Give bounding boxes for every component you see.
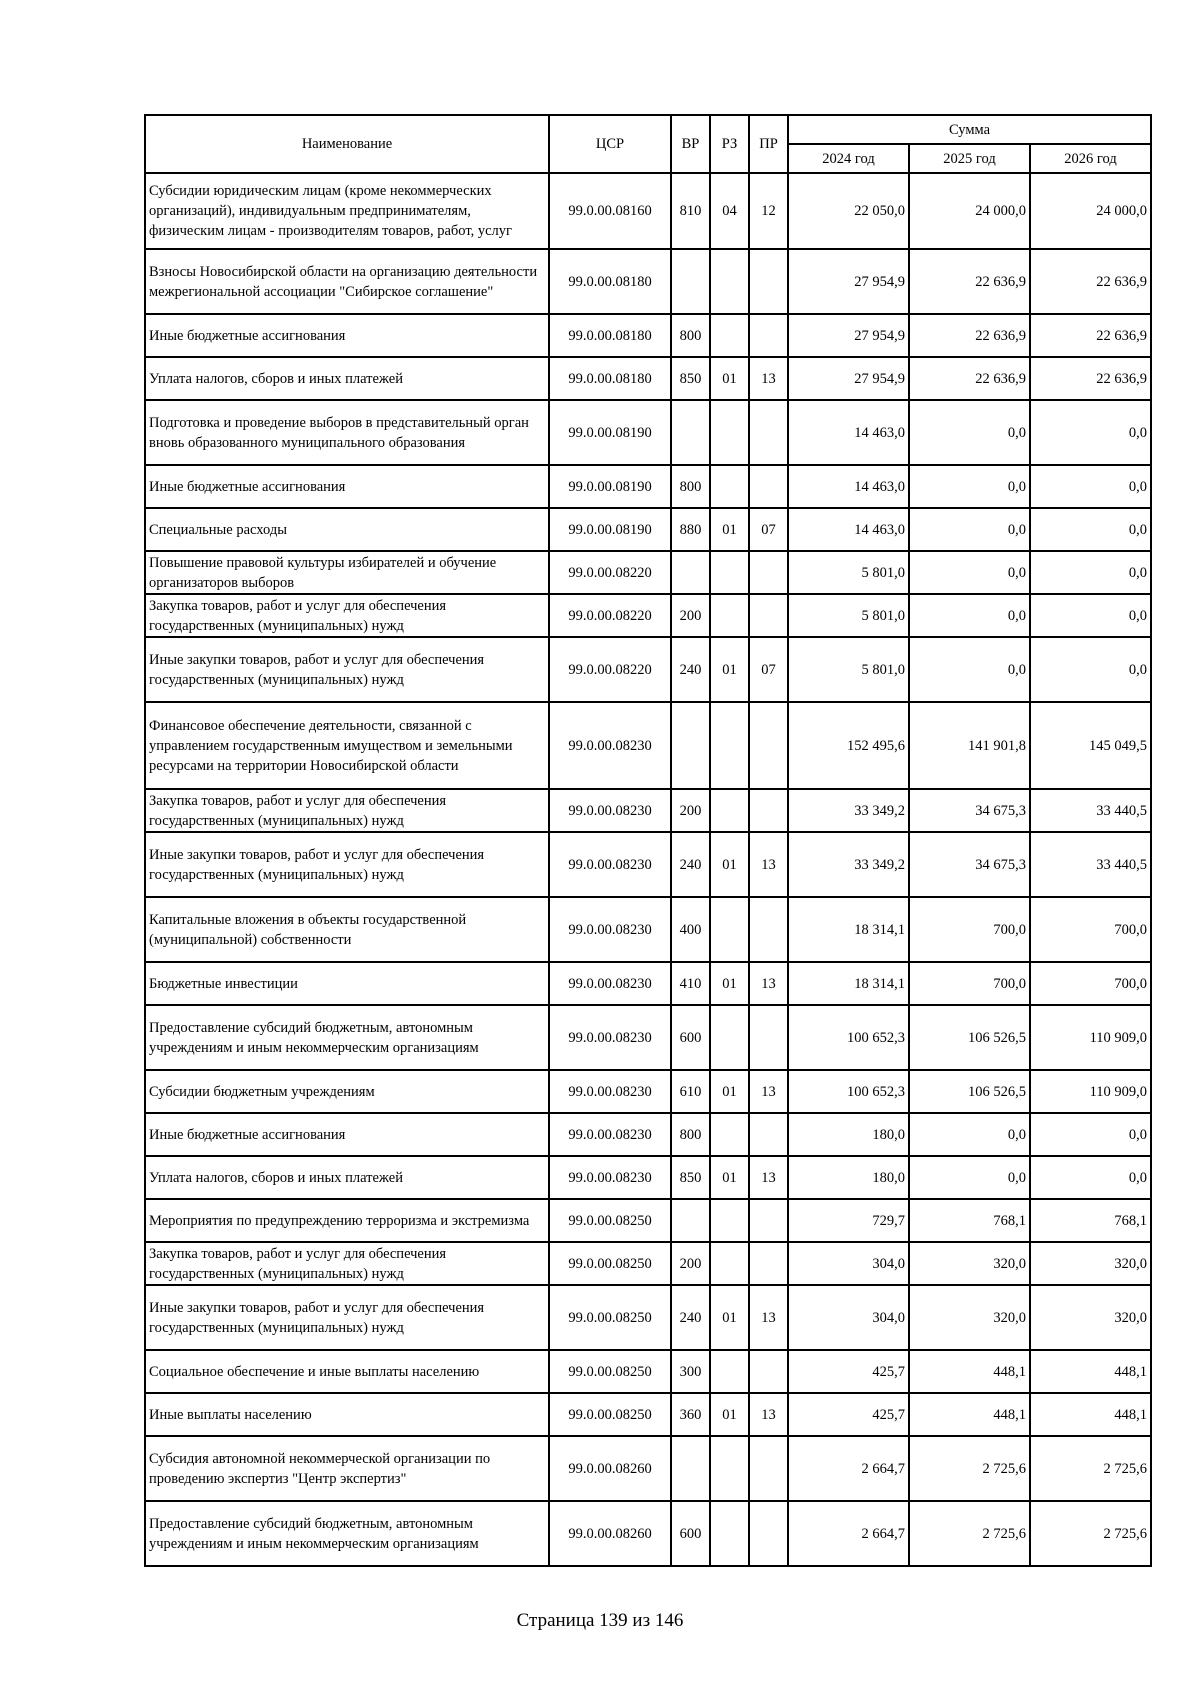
table-row: [145, 173, 1151, 249]
cell-rz: 01: [710, 637, 749, 702]
cell-name: Бюджетные инвестиции: [145, 962, 549, 1005]
cell-rz: 01: [710, 1285, 749, 1350]
cell-rz: 01: [710, 962, 749, 1005]
cell-rz: [710, 1501, 749, 1566]
cell-rz: 01: [710, 1070, 749, 1113]
table-header: [145, 115, 1151, 173]
table-body: [145, 173, 1151, 1566]
cell-name: Субсидии юридическим лицам (кроме некоммерческих организаций), индивидуальным предпринимателям, физическим лицам - производителям товаров, работ, услуг: [145, 173, 549, 249]
cell-pr: [749, 1005, 788, 1070]
cell-name: Предоставление субсидий бюджетным, автономным учреждениям и иным некоммерческим организациям: [145, 1005, 549, 1070]
cell-sum-2025: 141 901,8: [909, 702, 1030, 789]
header-sum: Сумма: [788, 115, 1151, 144]
cell-sum-2025: 0,0: [909, 551, 1030, 594]
cell-csr: 99.0.00.08220: [549, 551, 671, 594]
cell-name: Подготовка и проведение выборов в представительный орган вновь образованного муниципального образования: [145, 400, 549, 465]
cell-sum-2024: 100 652,3: [788, 1070, 909, 1113]
table-row: [145, 789, 1151, 832]
page-number: Страница 139 из 146: [516, 1610, 684, 1631]
cell-name: Закупка товаров, работ и услуг для обеспечения государственных (муниципальных) нужд: [145, 594, 549, 637]
cell-pr: [749, 789, 788, 832]
cell-name: Закупка товаров, работ и услуг для обеспечения государственных (муниципальных) нужд: [145, 1242, 549, 1285]
cell-pr: [749, 1113, 788, 1156]
cell-csr: 99.0.00.08230: [549, 1070, 671, 1113]
cell-name: Предоставление субсидий бюджетным, автономным учреждениям и иным некоммерческим организациям: [145, 1501, 549, 1566]
cell-sum-2026: 448,1: [1030, 1393, 1151, 1436]
cell-csr: 99.0.00.08230: [549, 1005, 671, 1070]
cell-rz: [710, 1113, 749, 1156]
cell-sum-2026: 700,0: [1030, 897, 1151, 962]
cell-sum-2025: 2 725,6: [909, 1501, 1030, 1566]
cell-pr: 07: [749, 637, 788, 702]
cell-sum-2026: 33 440,5: [1030, 789, 1151, 832]
cell-vr: 240: [671, 832, 710, 897]
cell-sum-2024: 2 664,7: [788, 1501, 909, 1566]
cell-sum-2024: 180,0: [788, 1156, 909, 1199]
header-vr: ВР: [671, 115, 710, 173]
cell-csr: 99.0.00.08230: [549, 832, 671, 897]
cell-sum-2026: 320,0: [1030, 1285, 1151, 1350]
cell-pr: [749, 1436, 788, 1501]
cell-sum-2026: 448,1: [1030, 1350, 1151, 1393]
table-row: [145, 1113, 1151, 1156]
header-pr: ПР: [749, 115, 788, 173]
cell-sum-2025: 22 636,9: [909, 249, 1030, 314]
cell-sum-2025: 34 675,3: [909, 832, 1030, 897]
cell-name: Иные закупки товаров, работ и услуг для обеспечения государственных (муниципальных) нужд: [145, 637, 549, 702]
table-row: [145, 962, 1151, 1005]
cell-vr: [671, 400, 710, 465]
cell-name: Субсидии бюджетным учреждениям: [145, 1070, 549, 1113]
cell-name: Иные выплаты населению: [145, 1393, 549, 1436]
cell-rz: [710, 897, 749, 962]
table-row: [145, 551, 1151, 594]
table-row: [145, 314, 1151, 357]
cell-sum-2026: 22 636,9: [1030, 249, 1151, 314]
cell-vr: 800: [671, 1113, 710, 1156]
cell-pr: [749, 897, 788, 962]
cell-csr: 99.0.00.08230: [549, 962, 671, 1005]
cell-vr: 200: [671, 789, 710, 832]
table-row: [145, 249, 1151, 314]
cell-csr: 99.0.00.08190: [549, 400, 671, 465]
cell-rz: [710, 702, 749, 789]
cell-sum-2026: 0,0: [1030, 1113, 1151, 1156]
cell-vr: 240: [671, 1285, 710, 1350]
header-csr: ЦСР: [549, 115, 671, 173]
table-row: [145, 1285, 1151, 1350]
cell-sum-2024: 5 801,0: [788, 551, 909, 594]
table-row: [145, 897, 1151, 962]
cell-pr: 13: [749, 832, 788, 897]
cell-csr: 99.0.00.08230: [549, 702, 671, 789]
cell-sum-2024: 2 664,7: [788, 1436, 909, 1501]
cell-sum-2025: 0,0: [909, 637, 1030, 702]
cell-rz: [710, 1350, 749, 1393]
cell-csr: 99.0.00.08180: [549, 249, 671, 314]
cell-sum-2024: 304,0: [788, 1242, 909, 1285]
cell-sum-2026: 0,0: [1030, 508, 1151, 551]
cell-sum-2025: 2 725,6: [909, 1436, 1030, 1501]
cell-sum-2026: 0,0: [1030, 1156, 1151, 1199]
cell-csr: 99.0.00.08250: [549, 1393, 671, 1436]
cell-name: Иные бюджетные ассигнования: [145, 465, 549, 508]
cell-rz: [710, 249, 749, 314]
cell-sum-2025: 0,0: [909, 1113, 1030, 1156]
cell-rz: [710, 551, 749, 594]
table-row: [145, 1350, 1151, 1393]
cell-sum-2024: 14 463,0: [788, 465, 909, 508]
table-row: [145, 1242, 1151, 1285]
cell-vr: 240: [671, 637, 710, 702]
cell-rz: 01: [710, 832, 749, 897]
table-row: [145, 702, 1151, 789]
cell-sum-2024: 5 801,0: [788, 594, 909, 637]
cell-sum-2026: 0,0: [1030, 465, 1151, 508]
cell-name: Уплата налогов, сборов и иных платежей: [145, 1156, 549, 1199]
cell-vr: 600: [671, 1005, 710, 1070]
cell-csr: 99.0.00.08190: [549, 465, 671, 508]
cell-rz: 01: [710, 1156, 749, 1199]
cell-sum-2026: 110 909,0: [1030, 1005, 1151, 1070]
cell-sum-2024: 18 314,1: [788, 962, 909, 1005]
cell-sum-2024: 18 314,1: [788, 897, 909, 962]
table-row: [145, 1070, 1151, 1113]
cell-pr: 07: [749, 508, 788, 551]
cell-name: Специальные расходы: [145, 508, 549, 551]
cell-sum-2026: 2 725,6: [1030, 1436, 1151, 1501]
cell-name: Уплата налогов, сборов и иных платежей: [145, 357, 549, 400]
table-row: [145, 637, 1151, 702]
cell-rz: [710, 1005, 749, 1070]
cell-pr: 13: [749, 357, 788, 400]
cell-pr: [749, 594, 788, 637]
cell-name: Субсидия автономной некоммерческой организации по проведению экспертиз "Центр экспертиз": [145, 1436, 549, 1501]
cell-sum-2024: 180,0: [788, 1113, 909, 1156]
cell-vr: 410: [671, 962, 710, 1005]
cell-sum-2024: 27 954,9: [788, 314, 909, 357]
cell-pr: 13: [749, 1070, 788, 1113]
cell-rz: 01: [710, 357, 749, 400]
cell-csr: 99.0.00.08230: [549, 1156, 671, 1199]
cell-name: Мероприятия по предупреждению терроризма и экстремизма: [145, 1199, 549, 1242]
cell-rz: [710, 400, 749, 465]
cell-vr: 850: [671, 1156, 710, 1199]
cell-csr: 99.0.00.08250: [549, 1350, 671, 1393]
cell-sum-2024: 304,0: [788, 1285, 909, 1350]
cell-name: Иные бюджетные ассигнования: [145, 1113, 549, 1156]
budget-table: [144, 114, 1152, 1567]
cell-rz: 04: [710, 173, 749, 249]
cell-sum-2026: 22 636,9: [1030, 314, 1151, 357]
cell-sum-2024: 425,7: [788, 1350, 909, 1393]
cell-sum-2026: 145 049,5: [1030, 702, 1151, 789]
header-rz: РЗ: [710, 115, 749, 173]
cell-vr: 810: [671, 173, 710, 249]
cell-csr: 99.0.00.08260: [549, 1501, 671, 1566]
cell-pr: [749, 465, 788, 508]
cell-sum-2024: 27 954,9: [788, 357, 909, 400]
cell-sum-2024: 33 349,2: [788, 789, 909, 832]
cell-sum-2025: 0,0: [909, 1156, 1030, 1199]
table-row: [145, 1393, 1151, 1436]
cell-sum-2025: 0,0: [909, 594, 1030, 637]
cell-vr: 200: [671, 1242, 710, 1285]
cell-sum-2026: 24 000,0: [1030, 173, 1151, 249]
cell-vr: [671, 702, 710, 789]
cell-sum-2025: 0,0: [909, 465, 1030, 508]
cell-vr: 610: [671, 1070, 710, 1113]
cell-sum-2026: 2 725,6: [1030, 1501, 1151, 1566]
cell-rz: [710, 594, 749, 637]
cell-sum-2024: 729,7: [788, 1199, 909, 1242]
cell-sum-2025: 700,0: [909, 897, 1030, 962]
table-row: [145, 1005, 1151, 1070]
cell-rz: [710, 1199, 749, 1242]
cell-rz: [710, 1436, 749, 1501]
cell-sum-2025: 22 636,9: [909, 314, 1030, 357]
cell-sum-2024: 5 801,0: [788, 637, 909, 702]
table-row: [145, 1436, 1151, 1501]
cell-rz: [710, 465, 749, 508]
cell-pr: 12: [749, 173, 788, 249]
cell-sum-2026: 22 636,9: [1030, 357, 1151, 400]
cell-csr: 99.0.00.08190: [549, 508, 671, 551]
cell-vr: 800: [671, 314, 710, 357]
cell-pr: [749, 1242, 788, 1285]
table-row: [145, 832, 1151, 897]
cell-pr: [749, 249, 788, 314]
table-row: [145, 1199, 1151, 1242]
cell-sum-2025: 24 000,0: [909, 173, 1030, 249]
cell-vr: 300: [671, 1350, 710, 1393]
cell-csr: 99.0.00.08180: [549, 357, 671, 400]
cell-rz: 01: [710, 1393, 749, 1436]
cell-sum-2026: 320,0: [1030, 1242, 1151, 1285]
cell-name: Иные закупки товаров, работ и услуг для обеспечения государственных (муниципальных) нужд: [145, 1285, 549, 1350]
table-row: [145, 1156, 1151, 1199]
cell-vr: [671, 249, 710, 314]
cell-sum-2024: 425,7: [788, 1393, 909, 1436]
table-row: [145, 1501, 1151, 1566]
cell-pr: [749, 1350, 788, 1393]
cell-name: Повышение правовой культуры избирателей и обучение организаторов выборов: [145, 551, 549, 594]
cell-pr: 13: [749, 962, 788, 1005]
cell-sum-2025: 700,0: [909, 962, 1030, 1005]
cell-vr: 850: [671, 357, 710, 400]
cell-vr: 360: [671, 1393, 710, 1436]
cell-pr: [749, 551, 788, 594]
cell-sum-2025: 768,1: [909, 1199, 1030, 1242]
cell-sum-2026: 0,0: [1030, 594, 1151, 637]
cell-sum-2024: 14 463,0: [788, 508, 909, 551]
cell-pr: 13: [749, 1393, 788, 1436]
cell-csr: 99.0.00.08220: [549, 594, 671, 637]
cell-sum-2026: 700,0: [1030, 962, 1151, 1005]
cell-vr: 880: [671, 508, 710, 551]
cell-vr: 800: [671, 465, 710, 508]
cell-vr: [671, 551, 710, 594]
cell-rz: [710, 314, 749, 357]
table-row: [145, 465, 1151, 508]
cell-pr: 13: [749, 1156, 788, 1199]
cell-vr: 600: [671, 1501, 710, 1566]
cell-pr: 13: [749, 1285, 788, 1350]
table-row: [145, 357, 1151, 400]
cell-csr: 99.0.00.08250: [549, 1242, 671, 1285]
cell-name: Иные бюджетные ассигнования: [145, 314, 549, 357]
cell-name: Социальное обеспечение и иные выплаты населению: [145, 1350, 549, 1393]
cell-sum-2025: 106 526,5: [909, 1070, 1030, 1113]
cell-vr: [671, 1436, 710, 1501]
table-row: [145, 594, 1151, 637]
cell-csr: 99.0.00.08180: [549, 314, 671, 357]
cell-pr: [749, 702, 788, 789]
cell-sum-2026: 110 909,0: [1030, 1070, 1151, 1113]
cell-sum-2025: 320,0: [909, 1285, 1030, 1350]
cell-csr: 99.0.00.08230: [549, 789, 671, 832]
cell-sum-2025: 448,1: [909, 1350, 1030, 1393]
cell-sum-2026: 0,0: [1030, 637, 1151, 702]
cell-pr: [749, 1501, 788, 1566]
cell-rz: [710, 789, 749, 832]
cell-csr: 99.0.00.08160: [549, 173, 671, 249]
cell-csr: 99.0.00.08230: [549, 1113, 671, 1156]
cell-sum-2026: 768,1: [1030, 1199, 1151, 1242]
header-year-2025: 2025 год: [909, 144, 1030, 173]
cell-csr: 99.0.00.08220: [549, 637, 671, 702]
cell-sum-2025: 320,0: [909, 1242, 1030, 1285]
cell-pr: [749, 400, 788, 465]
cell-sum-2025: 448,1: [909, 1393, 1030, 1436]
cell-pr: [749, 314, 788, 357]
cell-sum-2026: 33 440,5: [1030, 832, 1151, 897]
cell-vr: [671, 1199, 710, 1242]
cell-sum-2025: 34 675,3: [909, 789, 1030, 832]
cell-sum-2025: 106 526,5: [909, 1005, 1030, 1070]
cell-sum-2024: 14 463,0: [788, 400, 909, 465]
cell-sum-2026: 0,0: [1030, 551, 1151, 594]
cell-csr: 99.0.00.08250: [549, 1199, 671, 1242]
header-year-2026: 2026 год: [1030, 144, 1151, 173]
table-row: [145, 400, 1151, 465]
cell-sum-2025: 0,0: [909, 400, 1030, 465]
cell-name: Взносы Новосибирской области на организацию деятельности межрегиональной ассоциации "Сибирское соглашение": [145, 249, 549, 314]
table-row: [145, 508, 1151, 551]
cell-rz: [710, 1242, 749, 1285]
cell-csr: 99.0.00.08250: [549, 1285, 671, 1350]
cell-sum-2025: 0,0: [909, 508, 1030, 551]
cell-sum-2026: 0,0: [1030, 400, 1151, 465]
cell-sum-2025: 22 636,9: [909, 357, 1030, 400]
cell-rz: 01: [710, 508, 749, 551]
cell-sum-2024: 152 495,6: [788, 702, 909, 789]
header-name: Наименование: [145, 115, 549, 173]
cell-name: Капитальные вложения в объекты государственной (муниципальной) собственности: [145, 897, 549, 962]
cell-name: Закупка товаров, работ и услуг для обеспечения государственных (муниципальных) нужд: [145, 789, 549, 832]
cell-vr: 200: [671, 594, 710, 637]
cell-sum-2024: 100 652,3: [788, 1005, 909, 1070]
cell-vr: 400: [671, 897, 710, 962]
cell-sum-2024: 33 349,2: [788, 832, 909, 897]
cell-csr: 99.0.00.08230: [549, 897, 671, 962]
cell-csr: 99.0.00.08260: [549, 1436, 671, 1501]
cell-name: Иные закупки товаров, работ и услуг для обеспечения государственных (муниципальных) нужд: [145, 832, 549, 897]
cell-pr: [749, 1199, 788, 1242]
cell-sum-2024: 27 954,9: [788, 249, 909, 314]
cell-name: Финансовое обеспечение деятельности, связанной с управлением государственным имуществом и земельными ресурсами на территории Новосибирской области: [145, 702, 549, 789]
cell-sum-2024: 22 050,0: [788, 173, 909, 249]
header-year-2024: 2024 год: [788, 144, 909, 173]
